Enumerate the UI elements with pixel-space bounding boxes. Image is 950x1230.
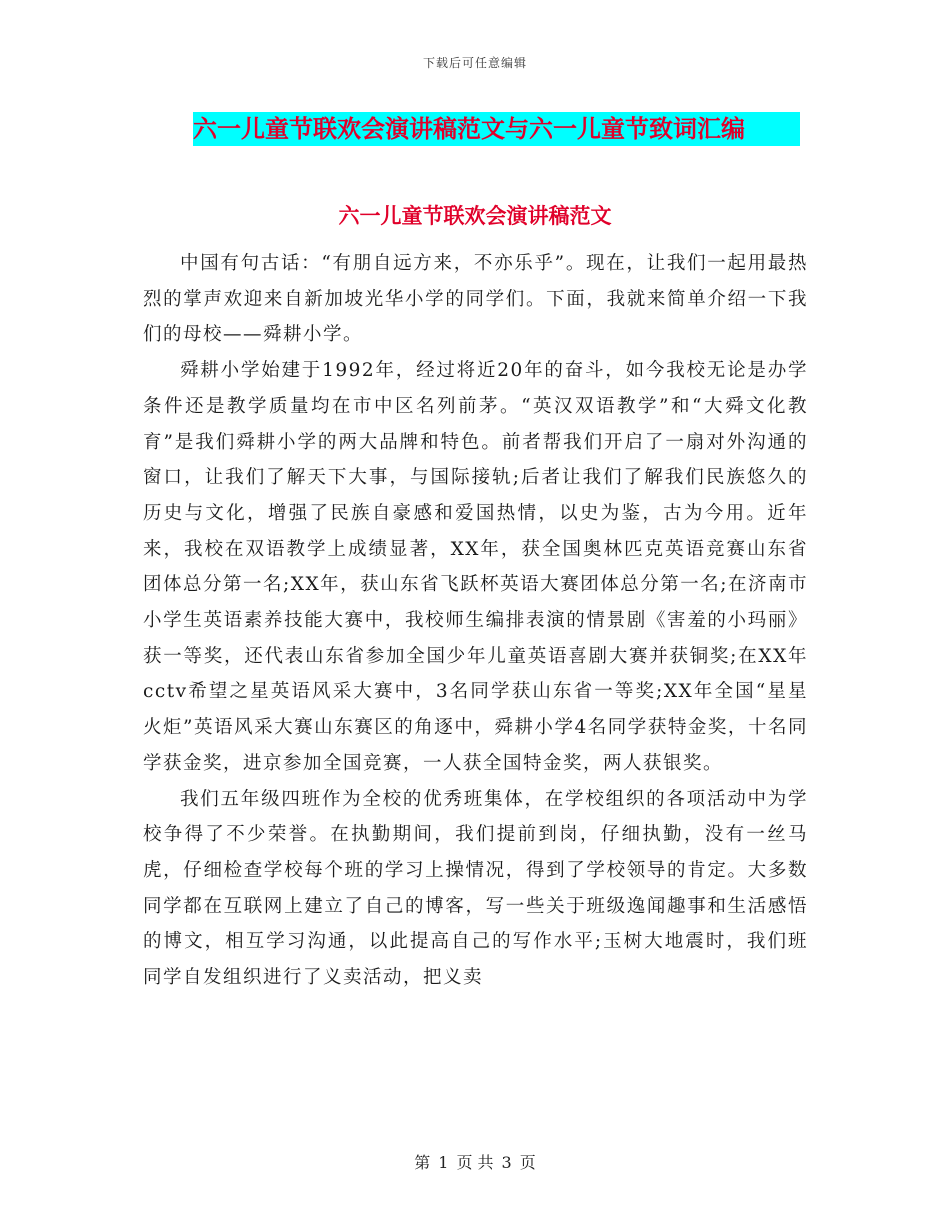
page-label-suffix: 页: [519, 1153, 536, 1172]
section-title: 六一儿童节联欢会演讲稿范文: [338, 204, 612, 228]
paragraph: 舜耕小学始建于1992年，经过将近20年的奋斗，如今我校无论是办学条件还是教学质量均在市中区名列前茅。“英汉双语教学”和“大舜文化教育”是我们舜耕小学的两大品牌和特色。前者帮我们开启了一扇对外沟通的窗口，让我们了解天下大事，与国际接轨;后者让我们了解我们民族悠久的历史与文化，增强了民族自豪感和爱国热情，以史为鉴，古为今用。近年来，我校在双语教学上成绩显著，XX年，获全国奥林匹克英语竞赛山东省团体总分第一名;XX年，获山东省飞跃杯英语大赛团体总分第一名;在济南市小学生英语素养技能大赛中，我校师生编排表演的情景剧《害羞的小玛丽》获一等奖，还代表山东省参加全国少年儿童英语喜剧大赛并获铜奖;在XX年cctv希望之星英语风采大赛中，3名同学获山东省一等奖;XX年全国“星星火炬”英语风采大赛山东赛区的角逐中，舜耕小学4名同学获特金奖，十名同学获金奖，进京参加全国竞赛，一人获全国特金奖，两人获银奖。: [143, 360, 808, 774]
paragraph: 中国有句古话：“有朋自远方来，不亦乐乎”。现在，让我们一起用最热烈的掌声欢迎来自新加坡光华小学的同学们。下面，我就来简单介绍一下我们的母校——舜耕小学。: [143, 253, 808, 346]
document-body: [143, 246, 808, 996]
header-note: 下载后可任意编辑: [422, 56, 527, 70]
page-label-prefix: 第: [414, 1153, 431, 1172]
current-page-number: 1: [438, 1153, 449, 1172]
total-pages-number: 3: [501, 1153, 512, 1172]
paragraph: 我们五年级四班作为全校的优秀班集体，在学校组织的各项活动中为学校争得了不少荣誉。在执勤期间，我们提前到岗，仔细执勤，没有一丝马虎，仔细检查学校每个班的学习上操情况，得到了学校领导的肯定。大多数同学都在互联网上建立了自己的博客，写一些关于班级逸闻趣事和生活感悟的博文，相互学习沟通，以此提高自己的写作水平;玉树大地震时，我们班同学自发组织进行了义卖活动，把义卖: [143, 788, 808, 989]
page-footer: [0, 1150, 950, 1173]
document-title: 六一儿童节联欢会演讲稿范文与六一儿童节致词汇编: [193, 112, 800, 146]
page-label-mid: 页 共: [456, 1153, 494, 1172]
